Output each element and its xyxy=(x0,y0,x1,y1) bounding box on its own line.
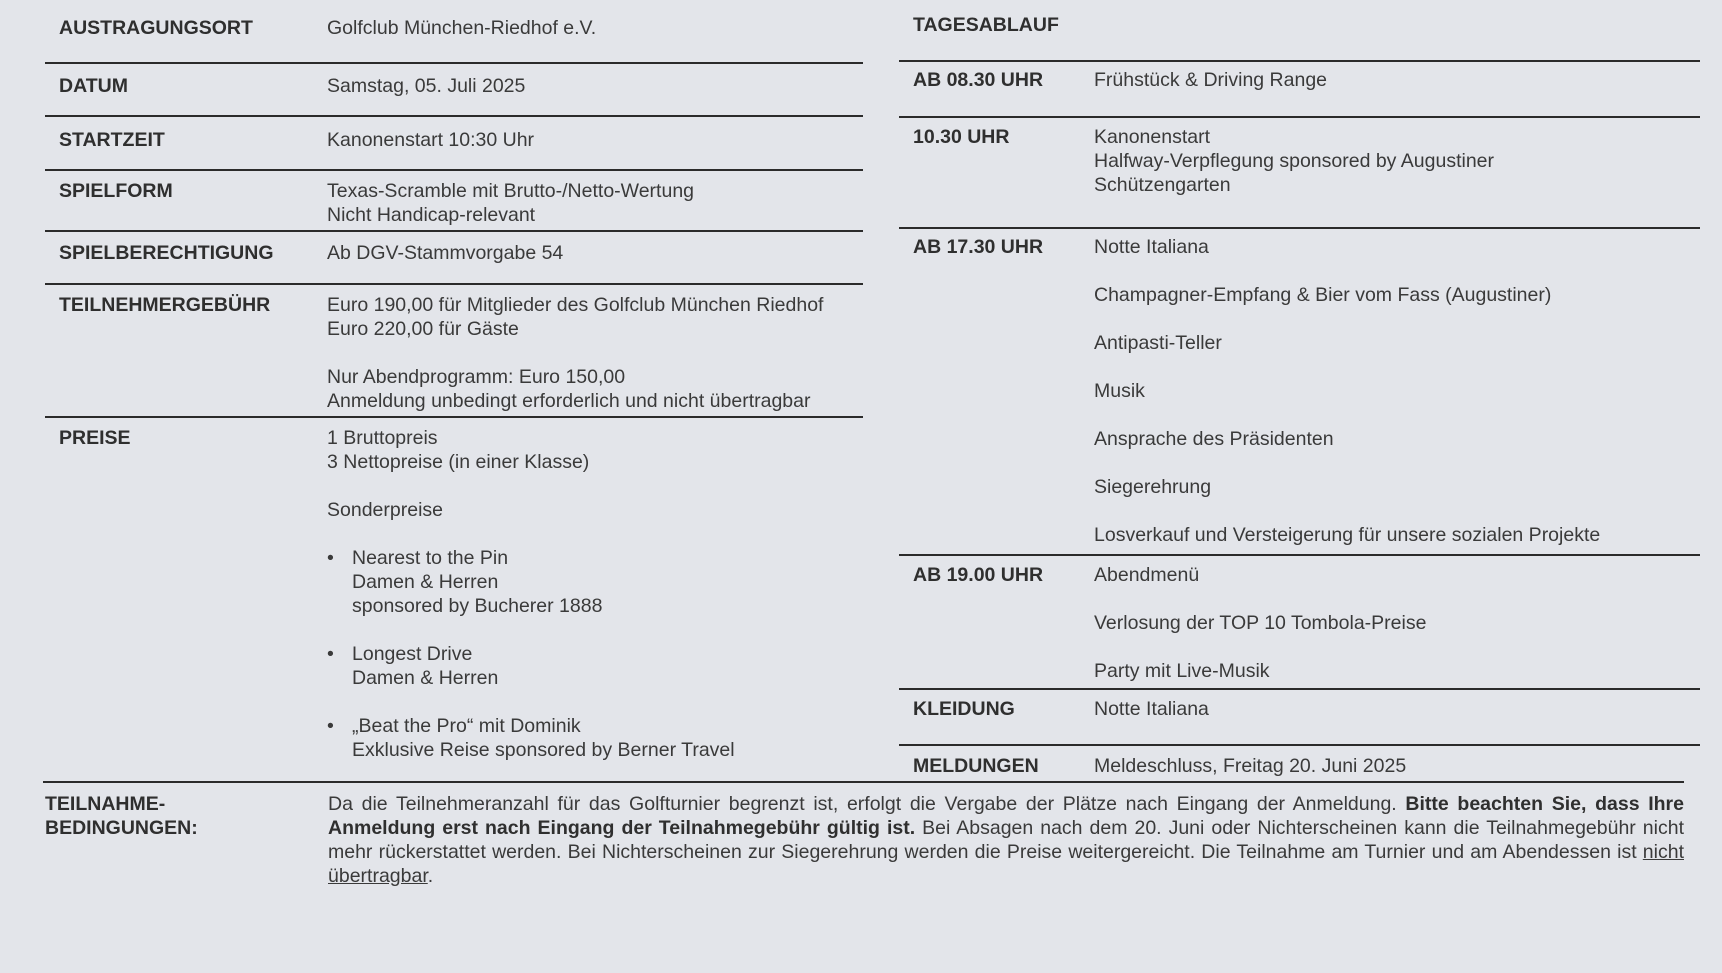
schedule-line: Ansprache des Präsidenten xyxy=(1094,428,1334,450)
startzeit-label: STARTZEIT xyxy=(59,129,165,151)
schedule-value xyxy=(1094,563,1700,688)
teilnahmebedingungen-section xyxy=(43,781,1684,888)
row-spielberechtigung xyxy=(45,232,863,285)
fee-line: Euro 190,00 für Mitglieder des Golfclub München Riedhof xyxy=(327,294,824,316)
meldungen-value: Meldeschluss, Freitag 20. Juni 2025 xyxy=(1094,755,1407,777)
schedule-value: Frühstück & Driving Range xyxy=(1094,69,1328,91)
row-austragungsort xyxy=(45,0,863,64)
spielberechtigung-label: SPIELBERECHTIGUNG xyxy=(59,242,274,264)
preise-value xyxy=(327,426,863,762)
row-meldungen xyxy=(899,746,1700,778)
conditions-text: . xyxy=(427,865,434,887)
schedule-line: Champagner-Empfang & Bier vom Fass (Augustiner) xyxy=(1094,284,1552,306)
prize-bullet-item xyxy=(327,546,863,618)
bullet-line: sponsored by Bucherer 1888 xyxy=(352,595,603,617)
bullet-icon: • xyxy=(327,643,334,665)
austragungsort-value: Golfclub München-Riedhof e.V. xyxy=(327,17,597,39)
schedule-column xyxy=(899,0,1700,778)
prize-line: 1 Bruttopreis xyxy=(327,427,438,449)
schedule-line: Halfway-Verpflegung sponsored by Augustiner xyxy=(1094,150,1494,172)
bullet-line: Longest Drive xyxy=(352,643,473,665)
conditions-text: Da die Teilnehmeranzahl für das Golfturnier begrenzt ist, erfolgt die Vergabe der Plätze nach Eingang der Anmeldung. xyxy=(328,793,1406,815)
preise-label: PREISE xyxy=(59,427,131,449)
row-ab-0830 xyxy=(899,62,1700,118)
schedule-line: Notte Italiana xyxy=(1094,236,1209,258)
time-label: AB 17.30 UHR xyxy=(913,236,1044,258)
schedule-line: Kanonenstart xyxy=(1094,126,1211,148)
kleidung-label: KLEIDUNG xyxy=(913,698,1015,720)
datum-label: DATUM xyxy=(59,75,128,97)
prize-line: Sonderpreise xyxy=(327,499,443,521)
row-kleidung xyxy=(899,690,1700,746)
bullet-line: Damen & Herren xyxy=(352,571,499,593)
bullet-line: „Beat the Pro“ mit Dominik xyxy=(352,715,581,737)
teilnahmebedingungen-text xyxy=(328,792,1684,888)
schedule-line: Party mit Live-Musik xyxy=(1094,660,1270,682)
schedule-header-row xyxy=(899,0,1700,62)
spielform-line: Texas-Scramble mit Brutto-/Netto-Wertung xyxy=(327,180,695,202)
prize-bullet-item xyxy=(327,642,863,690)
row-datum xyxy=(45,64,863,117)
austragungsort-label: AUSTRAGUNGSORT xyxy=(59,17,253,39)
bullet-line: Damen & Herren xyxy=(352,667,499,689)
label-line: TEILNAHME- xyxy=(45,793,166,815)
bullet-line: Exklusive Reise sponsored by Berner Travel xyxy=(352,739,735,761)
schedule-value xyxy=(1094,235,1700,554)
bullet-icon: • xyxy=(327,715,334,737)
schedule-title: TAGESABLAUF xyxy=(913,14,1059,36)
not-transferable-underlined: nicht übertragbar xyxy=(328,841,1684,887)
schedule-value xyxy=(1094,125,1700,227)
prize-bullet-item xyxy=(327,714,863,762)
prize-line: 3 Nettopreise (in einer Klasse) xyxy=(327,451,590,473)
row-preise xyxy=(45,418,863,762)
schedule-line: Schützengarten xyxy=(1094,174,1231,196)
fee-line: Nur Abendprogramm: Euro 150,00 xyxy=(327,366,626,388)
time-label: AB 19.00 UHR xyxy=(913,564,1044,586)
schedule-line: Siegerehrung xyxy=(1094,476,1212,498)
conditions-bold-text: Bitte beachten Sie, dass Ihre Anmeldung erst nach Eingang der Teilnahmegebühr gültig ist. xyxy=(328,793,1684,839)
teilnehmergebuehr-value xyxy=(327,293,863,416)
meldungen-label: MELDUNGEN xyxy=(913,755,1039,777)
row-ab-1900 xyxy=(899,556,1700,690)
kleidung-value: Notte Italiana xyxy=(1094,698,1209,720)
datum-value: Samstag, 05. Juli 2025 xyxy=(327,75,526,97)
conditions-text: Bei Absagen nach dem 20. Juni oder Nichterscheinen kann die Teilnahmegebühr nicht mehr rückerstattet werden. Bei Nichterscheinen zur Siegerehrung werden die Preise weitergereicht. Die Teilnahme am Turnier und am Abendessen ist xyxy=(328,817,1684,863)
row-ab-1730 xyxy=(899,229,1700,556)
row-teilnehmergebuehr xyxy=(45,285,863,418)
bullet-line: Nearest to the Pin xyxy=(352,547,509,569)
event-details-column xyxy=(45,0,863,762)
spielform-value xyxy=(327,179,863,230)
row-startzeit xyxy=(45,117,863,171)
schedule-line: Abendmenü xyxy=(1094,564,1200,586)
row-1030 xyxy=(899,118,1700,229)
bullet-icon: • xyxy=(327,547,334,569)
time-label: AB 08.30 UHR xyxy=(913,69,1044,91)
row-spielform xyxy=(45,171,863,232)
fee-line: Anmeldung unbedingt erforderlich und nicht übertragbar xyxy=(327,390,811,412)
label-line: BEDINGUNGEN: xyxy=(45,817,198,839)
schedule-line: Losverkauf und Versteigerung für unsere sozialen Projekte xyxy=(1094,524,1601,546)
teilnehmergebuehr-label: TEILNEHMERGEBÜHR xyxy=(59,294,271,316)
spielform-line: Nicht Handicap-relevant xyxy=(327,204,536,226)
schedule-line: Verlosung der TOP 10 Tombola-Preise xyxy=(1094,612,1427,634)
time-label: 10.30 UHR xyxy=(913,126,1010,148)
spielberechtigung-value: Ab DGV-Stammvorgabe 54 xyxy=(327,242,564,264)
schedule-line: Antipasti-Teller xyxy=(1094,332,1222,354)
schedule-line: Musik xyxy=(1094,380,1145,402)
spielform-label: SPIELFORM xyxy=(59,180,173,202)
fee-line: Euro 220,00 für Gäste xyxy=(327,318,519,340)
startzeit-value: Kanonenstart 10:30 Uhr xyxy=(327,129,535,151)
teilnahmebedingungen-label xyxy=(43,792,328,888)
